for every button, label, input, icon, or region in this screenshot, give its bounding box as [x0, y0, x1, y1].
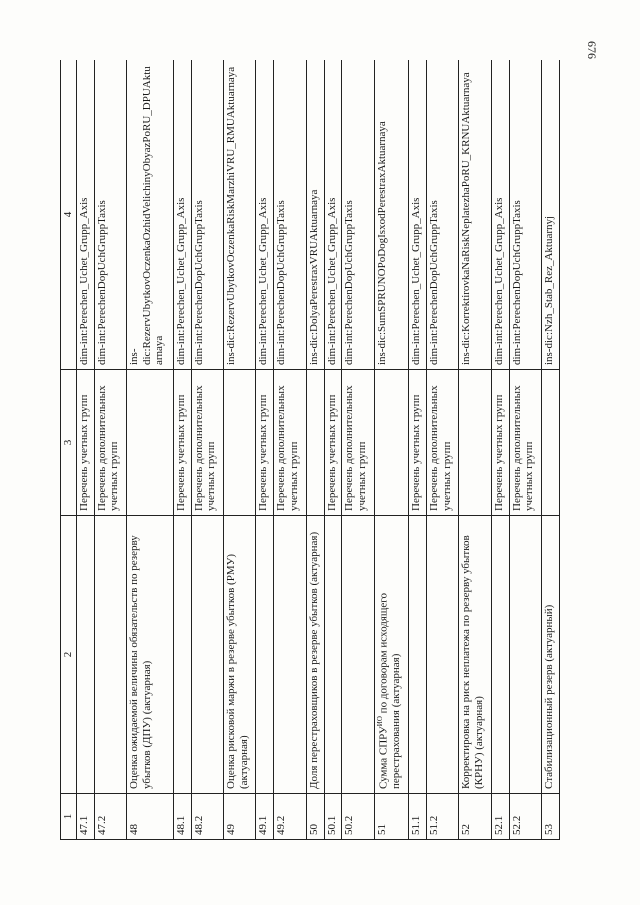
indicator-name-cell: Оценка ожидаемой величины обязательств по резерву убытков (ДПУ) (актуарная): [126, 516, 173, 794]
indicator-name-cell: [76, 516, 94, 794]
element-code-cell: ins-dic:RezervUbytkovOczenkaRiskMarzhiVRU_RMUAktuarnaya: [224, 60, 256, 370]
row-number-cell: 51: [374, 794, 408, 840]
row-number-cell: 49: [224, 794, 256, 840]
table-row: [224, 60, 256, 840]
table-row: [256, 60, 274, 840]
group-list-cell: Перечень учетных групп: [256, 370, 274, 516]
table-row: [191, 60, 223, 840]
group-list-cell: Перечень учетных групп: [76, 370, 94, 516]
group-list-cell: Перечень дополнительных учетных групп: [509, 370, 541, 516]
page-number: 676: [585, 41, 599, 59]
indicator-name-cell: [509, 516, 541, 794]
group-list-cell: [374, 370, 408, 516]
group-list-cell: [126, 370, 173, 516]
table-row: [342, 60, 374, 840]
group-list-cell: Перечень дополнительных учетных групп: [191, 370, 223, 516]
table-row: [509, 60, 541, 840]
row-number-cell: 52.2: [509, 794, 541, 840]
row-number-cell: 47.1: [76, 794, 94, 840]
group-list-cell: Перечень учетных групп: [173, 370, 191, 516]
row-number-cell: 52: [459, 794, 491, 840]
indicator-name-cell: [409, 516, 427, 794]
table-row: [541, 60, 559, 840]
table-row: [274, 60, 306, 840]
element-code-cell: dim-int:Perechen_Uchet_Grupp_Axis: [409, 60, 427, 370]
indicator-name-cell: [191, 516, 223, 794]
row-number-cell: 53: [541, 794, 559, 840]
group-list-cell: [541, 370, 559, 516]
group-list-cell: Перечень учетных групп: [324, 370, 342, 516]
indicator-name-cell: [173, 516, 191, 794]
table-body: [76, 60, 559, 840]
table-sheet: [60, 60, 560, 840]
indicator-name-cell: Стабилизационный резерв (актуарный): [541, 516, 559, 794]
group-list-cell: Перечень дополнительных учетных групп: [426, 370, 458, 516]
group-list-cell: Перечень учетных групп: [409, 370, 427, 516]
indicator-name-cell: [324, 516, 342, 794]
indicator-name-cell: [274, 516, 306, 794]
row-number-cell: 50.1: [324, 794, 342, 840]
table-row: [126, 60, 173, 840]
element-code-cell: dim-int:PerechenDopUchGruppTaxis: [274, 60, 306, 370]
row-number-cell: 47.2: [94, 794, 126, 840]
element-code-cell: ins-dic:DolyaPerestraxVRUAktuarnaya: [306, 60, 324, 370]
table-row: [409, 60, 427, 840]
header-col-3: 3: [61, 370, 77, 516]
group-list-cell: [224, 370, 256, 516]
element-code-cell: ins-dic:KorrektirovkaNaRiskNeplatezhaPoRU_KRNUAktuarnaya: [459, 60, 491, 370]
table-row: [76, 60, 94, 840]
element-code-cell: dim-int:Perechen_Uchet_Grupp_Axis: [76, 60, 94, 370]
group-list-cell: [459, 370, 491, 516]
element-code-cell: ins-dic:RezervUbytkovOczenkaOzhidVelichinyObyazPoRU_DPUAktuarnaya: [126, 60, 173, 370]
row-number-cell: 49.1: [256, 794, 274, 840]
table-row: [306, 60, 324, 840]
group-list-cell: Перечень дополнительных учетных групп: [342, 370, 374, 516]
indicator-name-cell: Оценка рисковой маржи в резерве убытков (РМУ) (актуарная): [224, 516, 256, 794]
header-col-1: 1: [61, 794, 77, 840]
reference-table: [60, 60, 560, 840]
element-code-cell: ins-dic:SumSPRUNOPoDogIsxodPerestraxAktuarnaya: [374, 60, 408, 370]
row-number-cell: 51.1: [409, 794, 427, 840]
indicator-name-cell: Корректировка на риск неплатежа по резерву убытков (КРНУ) (актуарная): [459, 516, 491, 794]
indicator-name-cell: [94, 516, 126, 794]
element-code-cell: dim-int:PerechenDopUchGruppTaxis: [342, 60, 374, 370]
table-row: [459, 60, 491, 840]
element-code-cell: dim-int:Perechen_Uchet_Grupp_Axis: [491, 60, 509, 370]
row-number-cell: 52.1: [491, 794, 509, 840]
header-col-2: 2: [61, 516, 77, 794]
row-number-cell: 50: [306, 794, 324, 840]
indicator-name-cell: [342, 516, 374, 794]
element-code-cell: dim-int:PerechenDopUchGruppTaxis: [509, 60, 541, 370]
group-list-cell: Перечень дополнительных учетных групп: [94, 370, 126, 516]
table-row: [173, 60, 191, 840]
group-list-cell: Перечень учетных групп: [491, 370, 509, 516]
indicator-name-text: Сумма СПРУ: [377, 726, 390, 789]
element-code-cell: ins-dic:Nzh_Stab_Rez_Aktuarnyj: [541, 60, 559, 370]
table-row: [324, 60, 342, 840]
element-code-cell: dim-int:Perechen_Uchet_Grupp_Axis: [256, 60, 274, 370]
row-number-cell: 50.2: [342, 794, 374, 840]
indicator-name-superscript: ИО: [375, 716, 384, 727]
indicator-name-cell: [426, 516, 458, 794]
row-number-cell: 51.2: [426, 794, 458, 840]
row-number-cell: 48.2: [191, 794, 223, 840]
element-code-cell: dim-int:PerechenDopUchGruppTaxis: [94, 60, 126, 370]
table-row: [374, 60, 408, 840]
indicator-name-cell: [491, 516, 509, 794]
group-list-cell: Перечень дополнительных учетных групп: [274, 370, 306, 516]
table-row: [491, 60, 509, 840]
table-header-row: [61, 60, 77, 840]
element-code-cell: dim-int:Perechen_Uchet_Grupp_Axis: [173, 60, 191, 370]
indicator-name-tail: по договорам исходящего перестрахования (актуарная): [377, 592, 403, 789]
rotated-page-area: [60, 60, 560, 840]
element-code-cell: dim-int:PerechenDopUchGruppTaxis: [426, 60, 458, 370]
indicator-name-cell: [374, 516, 408, 794]
table-row: [94, 60, 126, 840]
row-number-cell: 48.1: [173, 794, 191, 840]
header-col-4: 4: [61, 60, 77, 370]
element-code-cell: dim-int:Perechen_Uchet_Grupp_Axis: [324, 60, 342, 370]
indicator-name-cell: Доля перестраховщиков в резерве убытков (актуарная): [306, 516, 324, 794]
indicator-name-cell: [256, 516, 274, 794]
table-row: [426, 60, 458, 840]
group-list-cell: [306, 370, 324, 516]
row-number-cell: 49.2: [274, 794, 306, 840]
element-code-cell: dim-int:PerechenDopUchGruppTaxis: [191, 60, 223, 370]
row-number-cell: 48: [126, 794, 173, 840]
